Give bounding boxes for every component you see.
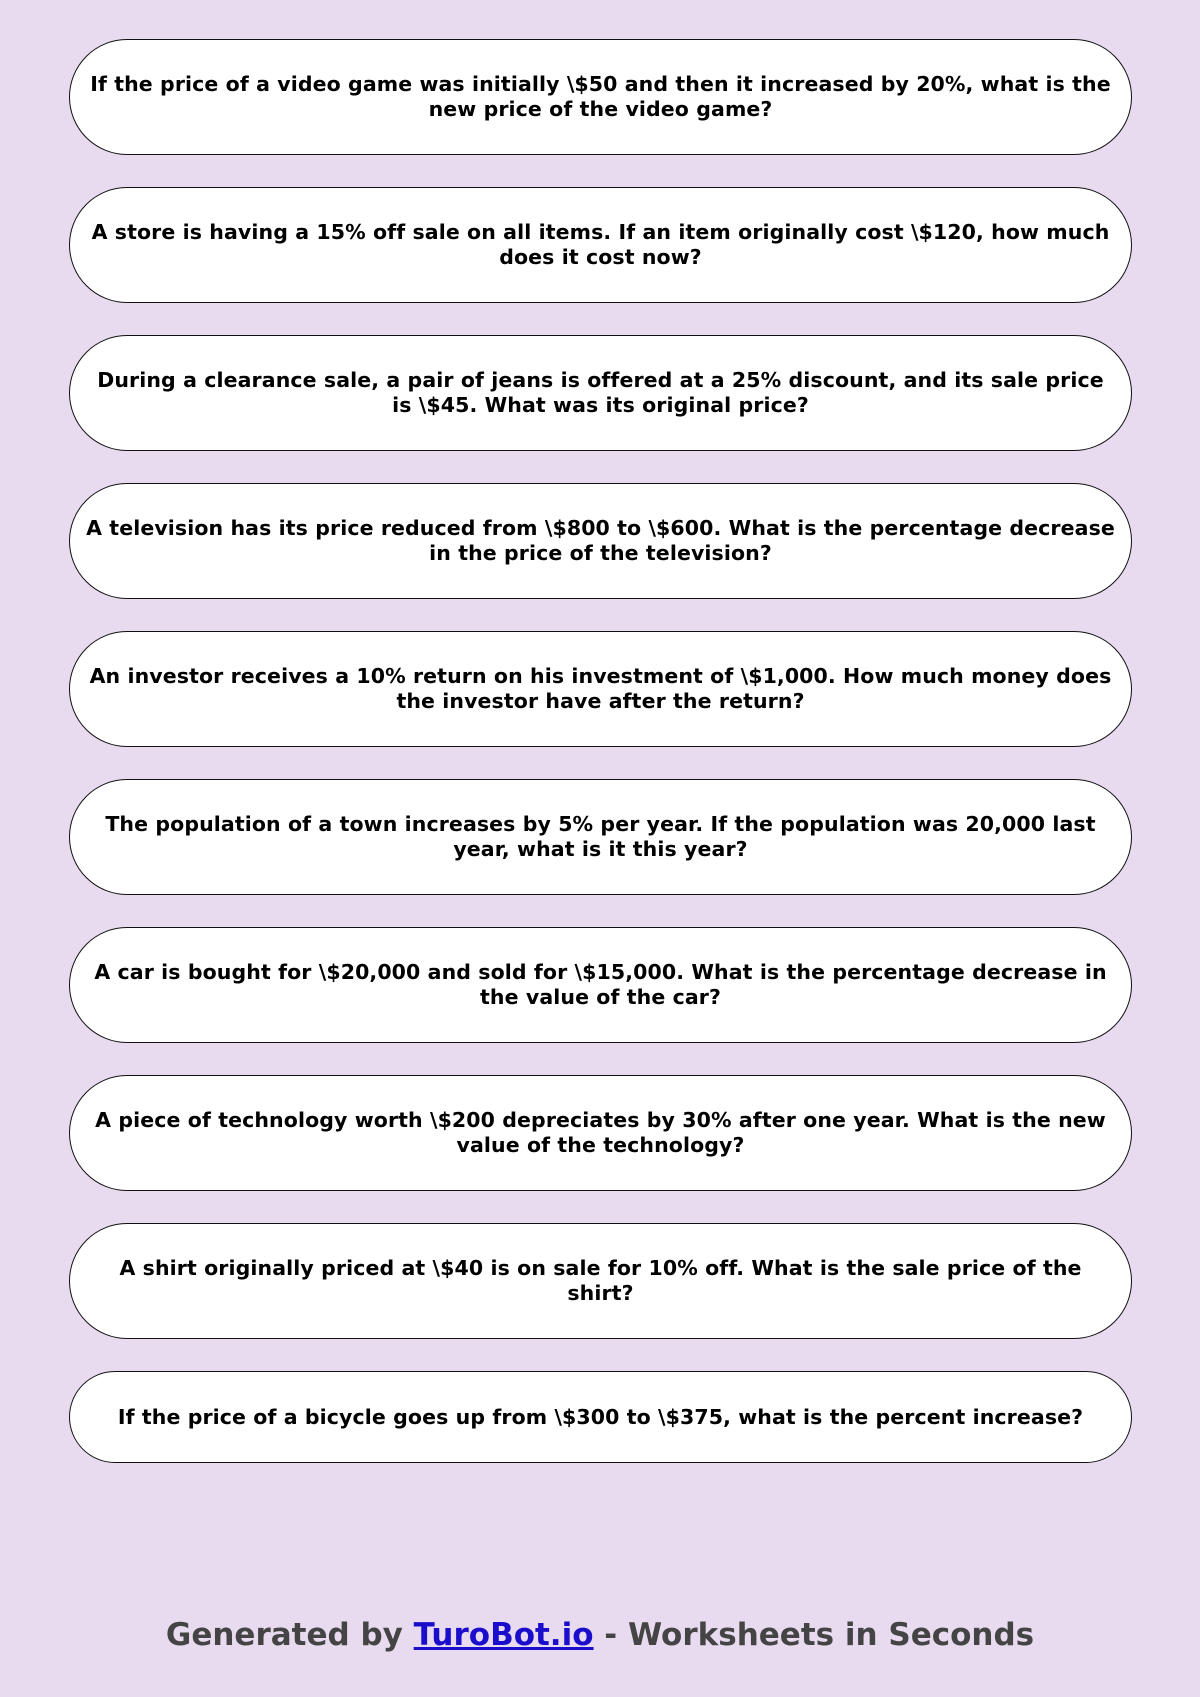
turobot-link[interactable]: TuroBot.io [413, 1617, 594, 1653]
question-card [69, 1223, 1132, 1339]
question-card [69, 1075, 1132, 1191]
question-text: The population of a town increases by 5% per year. If the population was 20,000 last year, what is it this year? [105, 812, 1096, 861]
question-card [69, 1371, 1132, 1463]
question-text: If the price of a bicycle goes up from \$300 to \$375, what is the percent increase? [117, 1404, 1084, 1429]
question-list [69, 39, 1132, 1495]
question-card [69, 187, 1132, 303]
footer [0, 1617, 1200, 1653]
question-text: A store is having a 15% off sale on all items. If an item originally cost \$120, how much does it cost now? [91, 220, 1110, 269]
question-card [69, 39, 1132, 155]
question-card [69, 927, 1132, 1043]
question-text: A television has its price reduced from \$800 to \$600. What is the percentage decrease in the price of the television? [86, 516, 1115, 565]
question-text: During a clearance sale, a pair of jeans is offered at a 25% discount, and its sale price is \$45. What was its original price? [97, 368, 1104, 417]
question-text: If the price of a video game was initially \$50 and then it increased by 20%, what is the new price of the video game? [90, 72, 1111, 121]
question-text: An investor receives a 10% return on his investment of \$1,000. How much money does the investor have after the return? [89, 664, 1112, 713]
question-card [69, 483, 1132, 599]
question-text: A car is bought for \$20,000 and sold for \$15,000. What is the percentage decrease in the value of the car? [94, 960, 1107, 1009]
footer-prefix: Generated by [165, 1617, 414, 1653]
question-card [69, 779, 1132, 895]
question-card [69, 335, 1132, 451]
footer-suffix: - Worksheets in Seconds [593, 1617, 1035, 1653]
question-text: A shirt originally priced at \$40 is on sale for 10% off. What is the sale price of the shirt? [119, 1256, 1082, 1305]
question-text: A piece of technology worth \$200 depreciates by 30% after one year. What is the new value of the technology? [95, 1108, 1106, 1157]
question-card [69, 631, 1132, 747]
